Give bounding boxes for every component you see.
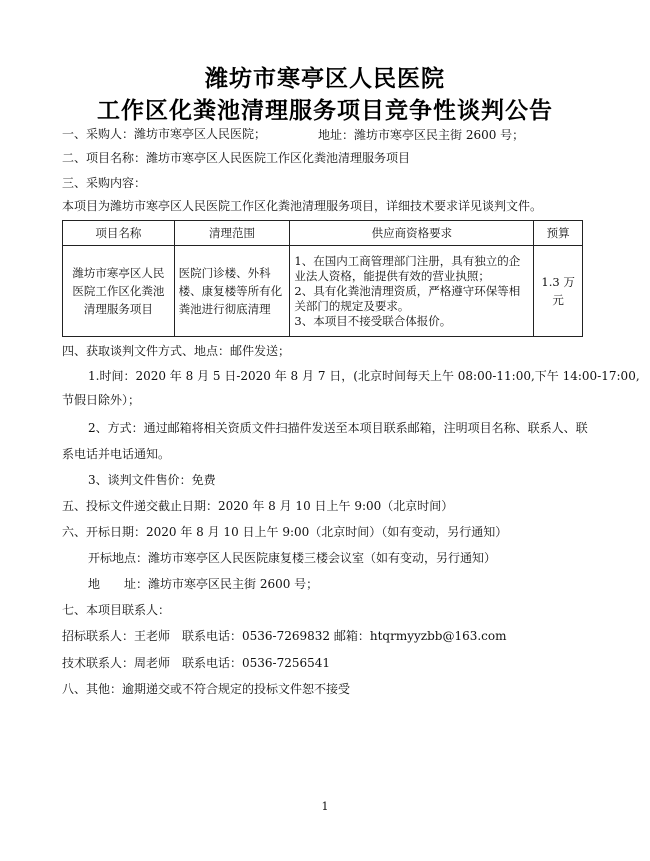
page-number: 1 xyxy=(321,800,329,813)
requirements-table xyxy=(62,220,583,337)
header-qualification: 供应商资格要求 xyxy=(290,221,534,246)
table-row xyxy=(63,246,583,337)
requirement-1: 1、在国内工商管理部门注册，具有独立的企业法人资格，能提供有效的营业执照； xyxy=(294,253,521,283)
section-6-date: 六、开标日期：2020 年 8 月 10 日上午 9:00（北京时间）（如有变动，另行通知） xyxy=(62,525,508,539)
cell-qualification xyxy=(290,246,534,337)
content-description: 本项目为潍坊市寒亭区人民医院工作区化粪池清理服务项目，详细技术要求详见谈判文件。 xyxy=(62,199,543,213)
section-4-heading: 四、获取谈判文件方式、地点：邮件发送； xyxy=(62,344,291,358)
cell-project-name: 潍坊市寒亭区人民医院工作区化粪池清理服务项目 xyxy=(63,246,175,337)
project-name: 二、项目名称：潍坊市寒亭区人民医院工作区化粪池清理服务项目 xyxy=(62,151,411,165)
contact-tech: 技术联系人：周老师 联系电话：0536-7256541 xyxy=(62,656,331,670)
section-4-price: 3、谈判文件售价：免费 xyxy=(88,473,216,487)
section-6-address: 地 址：潍坊市寒亭区民主街 2600 号； xyxy=(88,577,319,591)
purchaser-address: 地址：潍坊市寒亭区民主街 2600 号； xyxy=(318,128,525,142)
header-scope: 清理范围 xyxy=(174,221,290,246)
section-5-deadline: 五、投标文件递交截止日期：2020 年 8 月 10 日上午 9:00（北京时间） xyxy=(62,499,454,513)
contact-bid: 招标联系人：王老师 联系电话：0536-7269832 邮箱：htqrmyyzbb@163.com xyxy=(62,629,507,643)
content-heading: 三、采购内容： xyxy=(62,176,147,190)
section-4-time: 1.时间：2020 年 8 月 5 日-2020 年 8 月 7 日，(北京时间每天上午 08:00-11:00,下午 14:00-17:00, xyxy=(88,369,640,383)
section-4-time-cont: 节假日除外）； xyxy=(62,393,141,407)
section-8-other: 八、其他：逾期递交或不符合规定的投标文件恕不接受 xyxy=(62,682,351,696)
title-line-1: 潍坊市寒亭区人民医院 xyxy=(205,66,445,92)
cell-budget: 1.3 万元 xyxy=(534,246,583,337)
section-4-method: 2、方式：通过邮箱将相关资质文件扫描件发送至本项目联系邮箱，注明项目名称、联系人、联 xyxy=(88,421,588,435)
table-header-row xyxy=(63,221,583,246)
section-4-method-cont: 系电话并电话通知。 xyxy=(62,447,171,461)
title-line-2: 工作区化粪池清理服务项目竞争性谈判公告 xyxy=(97,98,553,124)
cell-scope: 医院门诊楼、外科楼、康复楼等所有化粪池进行彻底清理 xyxy=(174,246,290,337)
purchaser: 一、采购人：潍坊市寒亭区人民医院； xyxy=(62,127,267,141)
section-7-heading: 七、本项目联系人： xyxy=(62,603,171,617)
header-project-name: 项目名称 xyxy=(63,221,175,246)
section-6-place: 开标地点：潍坊市寒亭区人民医院康复楼三楼会议室（如有变动，另行通知） xyxy=(88,551,497,565)
header-budget: 预算 xyxy=(534,221,583,246)
requirement-3: 3、本项目不接受联合体报价。 xyxy=(294,313,452,328)
requirement-2: 2、具有化粪池清理资质，严格遵守环保等相关部门的规定及要求。 xyxy=(294,283,521,313)
